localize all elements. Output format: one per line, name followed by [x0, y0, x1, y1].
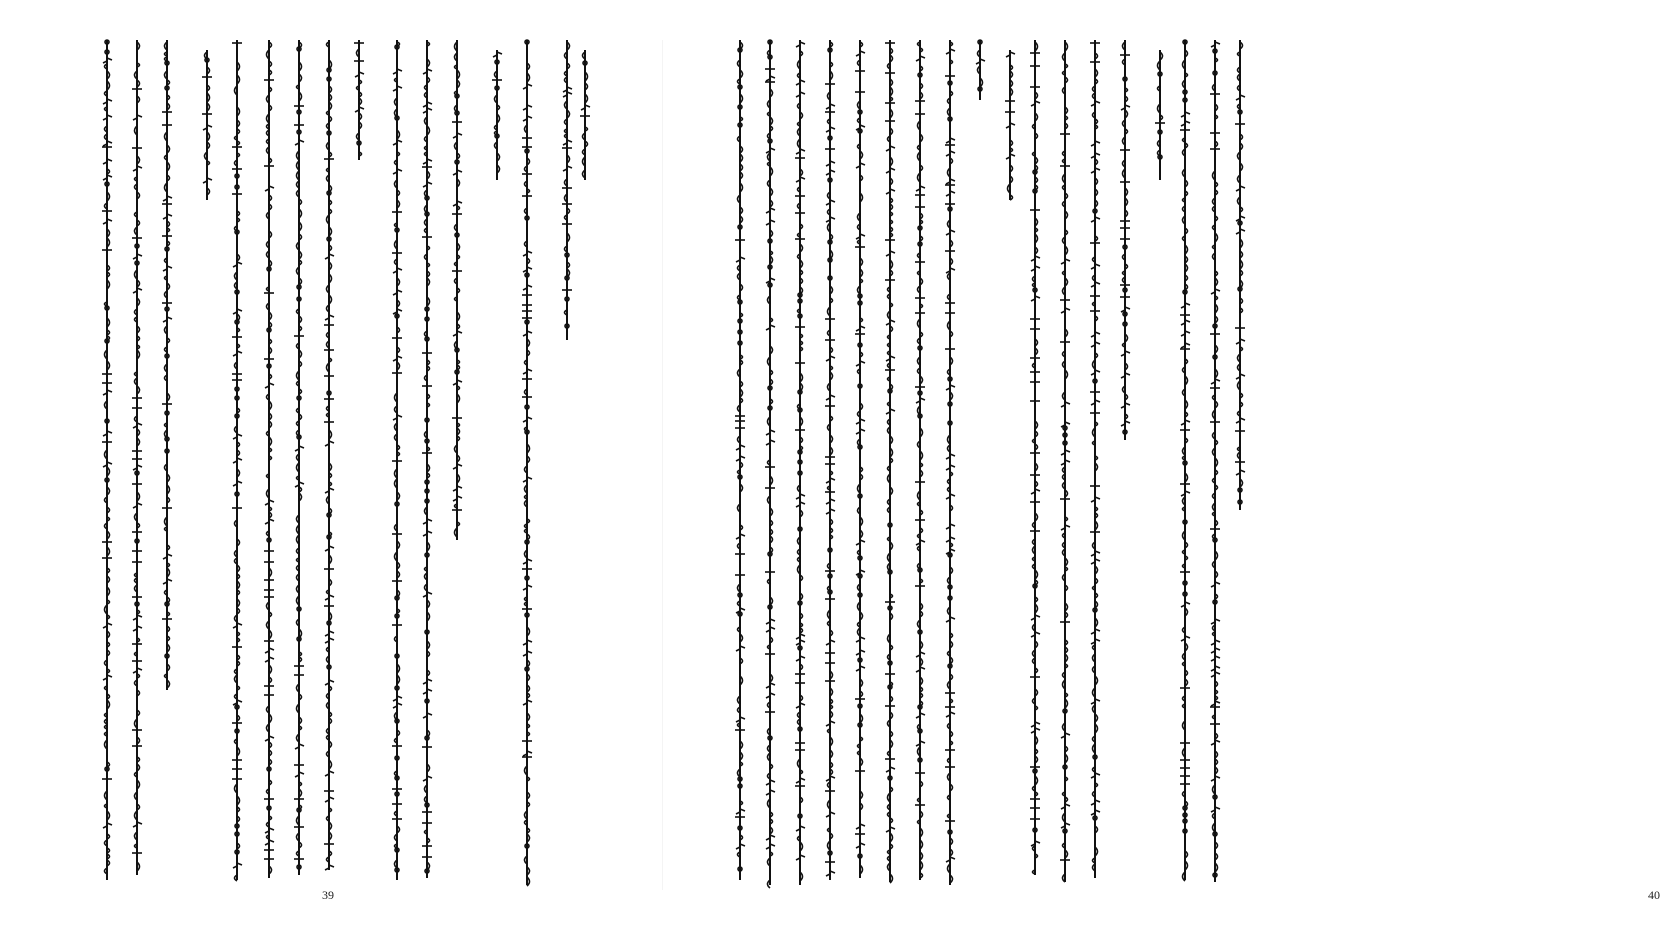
script-glyphs	[200, 50, 214, 200]
script-line	[450, 40, 464, 540]
script-glyphs	[1088, 40, 1102, 878]
script-line	[913, 40, 927, 880]
script-glyphs	[130, 40, 144, 875]
script-glyphs	[1028, 40, 1042, 875]
script-glyphs	[560, 40, 574, 340]
script-line	[1088, 40, 1102, 878]
script-glyphs	[390, 40, 404, 880]
script-line	[160, 40, 174, 690]
page-number: 40	[1648, 888, 1660, 902]
script-glyphs	[100, 40, 114, 880]
script-line	[578, 50, 592, 180]
script-glyphs	[578, 50, 592, 180]
script-glyphs	[230, 40, 244, 880]
script-glyphs	[1153, 50, 1167, 180]
script-glyphs	[420, 40, 434, 878]
script-glyphs	[292, 40, 306, 875]
script-line	[1178, 40, 1192, 880]
script-glyphs	[490, 50, 504, 180]
script-line	[390, 40, 404, 880]
script-line	[262, 40, 276, 878]
script-line	[943, 40, 957, 885]
script-glyphs	[1178, 40, 1192, 880]
script-glyphs	[913, 40, 927, 880]
script-glyphs	[1208, 40, 1222, 882]
script-line	[230, 40, 244, 880]
script-line	[100, 40, 114, 880]
script-glyphs	[160, 40, 174, 690]
right-page	[663, 0, 1660, 929]
script-glyphs	[262, 40, 276, 878]
script-line	[130, 40, 144, 875]
script-line	[322, 40, 336, 870]
script-glyphs	[973, 40, 987, 100]
script-line	[560, 40, 574, 340]
script-glyphs	[883, 40, 897, 882]
script-line	[1153, 50, 1167, 180]
script-glyphs	[1003, 50, 1017, 200]
script-glyphs	[322, 40, 336, 870]
script-line	[973, 40, 987, 100]
script-line	[1028, 40, 1042, 875]
left-page	[0, 0, 663, 929]
script-line	[853, 40, 867, 878]
script-glyphs	[793, 40, 807, 885]
script-line	[1003, 50, 1017, 200]
script-glyphs	[1058, 40, 1072, 882]
page-number: 39	[322, 888, 334, 902]
script-line	[793, 40, 807, 885]
script-line	[520, 40, 534, 885]
script-glyphs	[823, 40, 837, 880]
script-line	[420, 40, 434, 878]
script-line	[292, 40, 306, 875]
script-glyphs	[853, 40, 867, 878]
script-glyphs	[763, 40, 777, 885]
script-glyphs	[520, 40, 534, 885]
script-line	[200, 50, 214, 200]
script-line	[1058, 40, 1072, 882]
script-glyphs	[450, 40, 464, 540]
script-line	[1208, 40, 1222, 882]
script-line	[883, 40, 897, 882]
script-line	[733, 40, 747, 880]
script-glyphs	[943, 40, 957, 885]
script-glyphs	[733, 40, 747, 880]
script-line	[763, 40, 777, 885]
script-glyphs	[1233, 40, 1247, 510]
script-glyphs	[1118, 40, 1132, 440]
script-line	[823, 40, 837, 880]
script-line	[1233, 40, 1247, 510]
script-glyphs	[352, 40, 366, 160]
script-line	[352, 40, 366, 160]
script-line	[1118, 40, 1132, 440]
script-line	[490, 50, 504, 180]
